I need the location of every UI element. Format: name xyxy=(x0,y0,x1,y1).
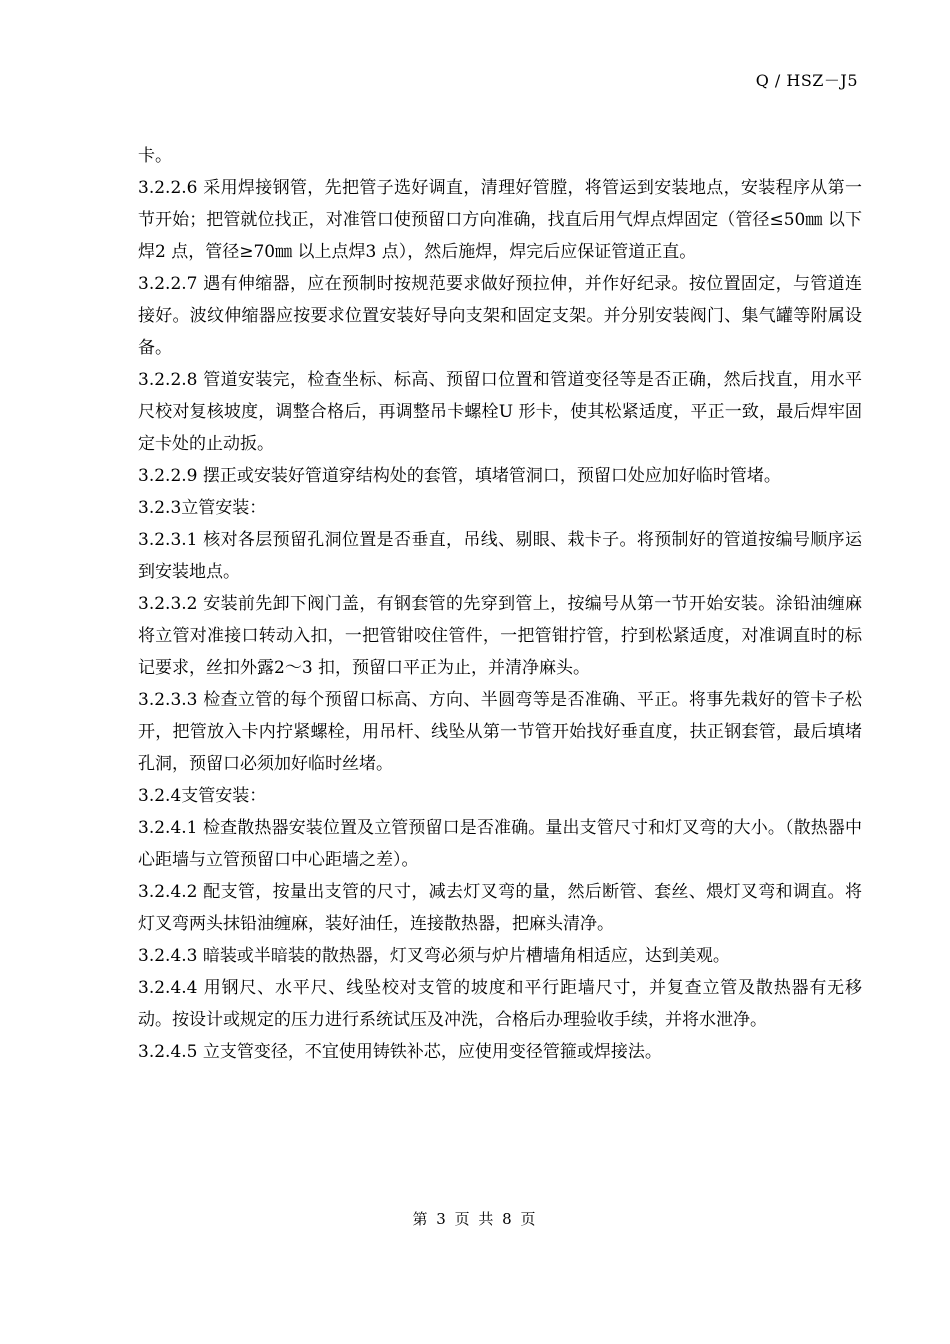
paragraph: 3.2.3.1 核对各层预留孔洞位置是否垂直，吊线、剔眼、栽卡子。将预制好的管道按编号顺序运到安装地点。 xyxy=(138,530,862,582)
paragraph: 3.2.4.3 暗装或半暗装的散热器，灯叉弯必须与炉片槽墙角相适应，达到美观。 xyxy=(138,946,730,966)
paragraph: 3.2.2.8 管道安装完，检查坐标、标高、预留口位置和管道变径等是否正确，然后找直，用水平尺校对复核坡度，调整合格后，再调整吊卡螺栓U 形卡，使其松紧适度，平正一致，最后焊牢固定卡处的止动扳。 xyxy=(138,370,862,454)
paragraph: 3.2.3.2 安装前先卸下阀门盖，有钢套管的先穿到管上，按编号从第一节开始安装。涂铅油缠麻将立管对准接口转动入扣，一把管钳咬住管件，一把管钳拧管，拧到松紧适度，对准调直时的标记要求，丝扣外露2～3 扣，预留口平正为止，并清净麻头。 xyxy=(138,594,862,678)
document-body xyxy=(138,140,862,1068)
paragraph: 3.2.3.3 检查立管的每个预留口标高、方向、半圆弯等是否准确、平正。将事先栽好的管卡子松开，把管放入卡内拧紧螺栓，用吊杆、线坠从第一节管开始找好垂直度，扶正钢套管，最后填堵孔洞，预留口必须加好临时丝堵。 xyxy=(138,690,862,774)
paragraph: 3.2.4.5 立支管变径，不宜使用铸铁补芯，应使用变径管箍或焊接法。 xyxy=(138,1042,662,1062)
section-heading: 3.2.3立管安装： xyxy=(138,498,267,518)
paragraph: 3.2.2.9 摆正或安装好管道穿结构处的套管，填堵管洞口，预留口处应加好临时管堵。 xyxy=(138,466,781,486)
section-heading: 3.2.4支管安装： xyxy=(138,786,267,806)
page-number: 第 3 页 共 8 页 xyxy=(412,1210,538,1228)
paragraph: 3.2.4.1 检查散热器安装位置及立管预留口是否准确。量出支管尺寸和灯叉弯的大小。（散热器中心距墙与立管预留口中心距墙之差）。 xyxy=(138,818,862,870)
document-code: Q / HSZ－J5 xyxy=(755,71,858,90)
paragraph: 3.2.4.2 配支管，按量出支管的尺寸，减去灯叉弯的量，然后断管、套丝、煨灯叉弯和调直。将灯叉弯两头抹铅油缠麻，装好油任，连接散热器，把麻头清净。 xyxy=(138,882,862,934)
paragraph: 卡。 xyxy=(138,146,172,166)
paragraph: 3.2.4.4 用钢尺、水平尺、线坠校对支管的坡度和平行距墙尺寸，并复查立管及散热器有无移动。按设计或规定的压力进行系统试压及冲洗，合格后办理验收手续，并将水泄净。 xyxy=(138,978,862,1030)
paragraph: 3.2.2.7 遇有伸缩器，应在预制时按规范要求做好预拉伸，并作好纪录。按位置固定，与管道连接好。波纹伸缩器应按要求位置安装好导向支架和固定支架。并分别安装阀门、集气罐等附属设备。 xyxy=(138,274,862,358)
paragraph: 3.2.2.6 采用焊接钢管，先把管子选好调直，清理好管膛，将管运到安装地点，安装程序从第一节开始；把管就位找正，对准管口使预留口方向准确，找直后用气焊点焊固定（管径≤50㎜ 以下焊2 点，管径≥70㎜ 以上点焊3 点），然后施焊，焊完后应保证管道正直。 xyxy=(138,178,862,262)
